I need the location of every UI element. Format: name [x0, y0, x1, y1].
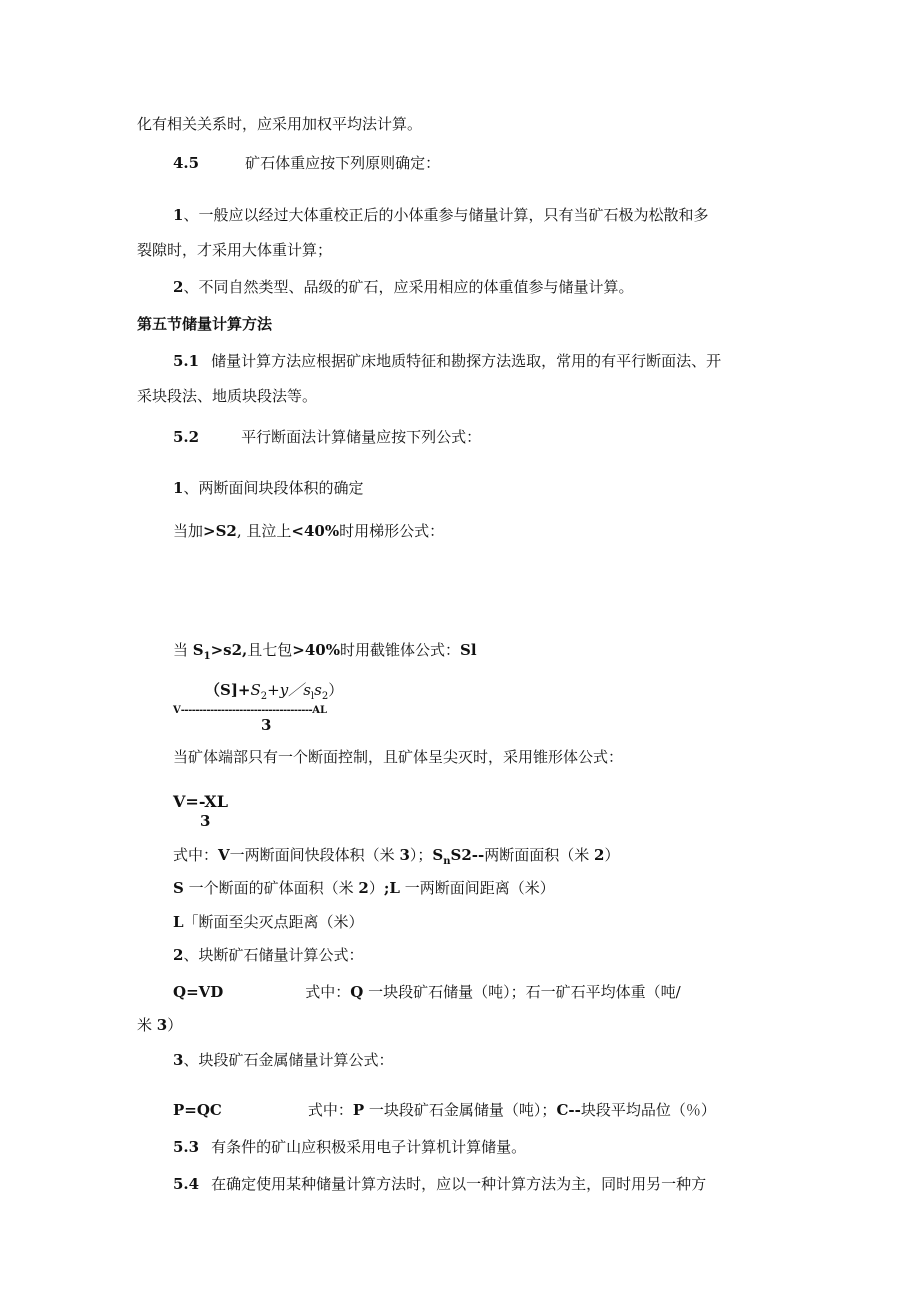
formula-text: P=QC: [173, 1101, 222, 1119]
where-text: 式中：: [305, 983, 351, 1001]
clause-5-3: [173, 1137, 526, 1157]
calc-item-2: [173, 945, 363, 965]
variable-s: S: [173, 879, 184, 897]
clause-number: 5.4: [173, 1175, 200, 1193]
subscript: 1: [203, 651, 211, 662]
subscript: l: [310, 691, 315, 702]
condition-text: 当加: [173, 522, 204, 540]
paragraph-text: 化有相关关系时，应采用加权平均法计算。: [137, 115, 423, 133]
formula-denominator: [261, 715, 271, 735]
rhs-al: AL: [312, 705, 327, 716]
subscript: n: [443, 856, 451, 867]
where-text: 米: [137, 1016, 157, 1034]
where-text: 一块段矿石储量（吨）；石一矿石平均体重（吨/: [363, 983, 681, 1001]
fraction-bar: ------------------------------------: [180, 705, 313, 716]
clause-5-1-line-1: [173, 351, 721, 371]
item-number: 2: [173, 278, 184, 296]
clause-number: 5.1: [173, 352, 200, 370]
condition-text: 且七包: [247, 641, 293, 659]
clause-number: 4.5: [173, 154, 200, 172]
variable-s2: S: [250, 681, 261, 699]
metal-formula-line: [173, 1100, 716, 1120]
where-text: 「断面至尖灭点距离（米）: [183, 913, 364, 931]
where-text: 一块段矿石金属储量（吨）；: [364, 1101, 557, 1119]
variable-p: P: [352, 1101, 365, 1119]
condition-bold: >40%: [292, 641, 340, 659]
clause-text: 在确定使用某种储量计算方法时，应以一种计算方法为主，同时用另一种方: [211, 1175, 707, 1193]
formula-text: V=-XL: [173, 792, 228, 811]
paragraph-text: 当矿体端部只有一个断面控制，且矿体呈尖灭时，采用锥形体公式：: [173, 748, 624, 766]
calc-item-1: [173, 478, 363, 498]
where-text: ）: [368, 879, 384, 897]
variable-l: ;L: [383, 879, 400, 897]
subscript: 2: [321, 691, 329, 702]
clause-number: 5.2: [173, 428, 200, 446]
where-text: ）: [167, 1016, 183, 1034]
denominator: 3: [261, 716, 272, 734]
where-text: 一两断面间距离（米）: [399, 879, 555, 897]
condition-text: 时用梯形公式：: [339, 522, 445, 540]
ore-formula-line-2: [137, 1015, 182, 1035]
item-number: 3: [173, 1051, 184, 1069]
condition-text: 当: [173, 641, 193, 659]
item-number: 1: [173, 206, 184, 224]
item-1-line-1: [173, 205, 708, 225]
item-number: 1: [173, 479, 184, 497]
clause-text: 储量计算方法应根据矿床地质特征和勘探方法选取，常用的有平行断面法、开: [211, 352, 722, 370]
variable-v: V: [218, 846, 230, 864]
condition-text: 时用截锥体公式：: [340, 641, 461, 659]
where-text: 一两断面间快段体积（米: [229, 846, 400, 864]
subscript: 2: [260, 691, 268, 702]
clause-text: 矿石体重应按下列原则确定：: [245, 154, 441, 172]
condition-bold: Sl: [460, 641, 477, 659]
numerator-text: ）: [328, 681, 344, 699]
clause-text: 采块段法、地质块段法等。: [137, 387, 318, 405]
trapezoid-condition: [173, 521, 444, 541]
clause-text: 平行断面法计算储量应按下列公式：: [241, 428, 482, 446]
where-text: ）: [604, 846, 620, 864]
variable-s2: s: [314, 681, 322, 699]
variable-c: C--: [556, 1101, 581, 1119]
where-text: 一个断面的矿体面积（米: [183, 879, 359, 897]
where-line-2: [173, 878, 555, 898]
clause-5-1-line-2: [137, 386, 317, 406]
item-text: 、块段矿石金属储量计算公式：: [183, 1051, 394, 1069]
item-text: 裂隙时，才采用大体重计算；: [137, 241, 333, 259]
numerator-text: +y／: [267, 681, 304, 699]
item-text: 、两断面间块段体积的确定: [183, 479, 364, 497]
where-text: 式中：: [307, 1101, 353, 1119]
where-text: ）；: [409, 846, 433, 864]
item-2: [173, 277, 633, 297]
clause-4-5: [173, 153, 440, 173]
variable-q: Q: [350, 983, 364, 1001]
frustum-condition: [173, 640, 477, 667]
where-line-1: [173, 845, 619, 872]
variable-s2: S2--: [450, 846, 485, 864]
variable-s: S: [432, 846, 444, 864]
where-line-3: [173, 912, 364, 932]
variable-s1: s: [303, 681, 311, 699]
section-heading: [137, 314, 272, 334]
formula-text: Q=VD: [173, 983, 224, 1001]
unit-exponent: 2: [358, 879, 369, 897]
where-text: 式中：: [173, 846, 219, 864]
condition-bold: <40%: [291, 522, 340, 540]
variable-l: L: [173, 913, 184, 931]
denominator: 3: [200, 812, 211, 830]
clause-text: 有条件的矿山应积极采用电子计算机计算储量。: [211, 1138, 527, 1156]
calc-item-3: [173, 1050, 393, 1070]
condition-bold: >s2,: [210, 641, 248, 659]
cone-intro: [173, 747, 623, 767]
clause-5-2: [173, 427, 481, 447]
unit-exponent: 3: [156, 1016, 168, 1034]
cone-formula-main: [173, 792, 228, 812]
item-text: 、不同自然类型、品级的矿石，应采用相应的体重值参与储量计算。: [183, 278, 634, 296]
unit-exponent: 2: [594, 846, 605, 864]
condition-bold: >S2: [203, 522, 237, 540]
item-text: 、块断矿石储量计算公式：: [183, 946, 364, 964]
item-text: 、一般应以经过大体重校正后的小体重参与储量计算，只有当矿石极为松散和多: [183, 206, 709, 224]
condition-text: , 且泣上: [236, 522, 292, 540]
numerator-text: （S]+: [205, 681, 251, 699]
heading-text: 第五节储量计算方法: [137, 315, 273, 333]
ore-formula-line: [173, 982, 681, 1002]
where-text: 块段平均品位（％）: [580, 1101, 716, 1119]
where-text: 两断面面积（米: [484, 846, 595, 864]
continued-paragraph: [137, 114, 422, 134]
unit-exponent: 3: [399, 846, 410, 864]
variable-s: S: [192, 641, 204, 659]
item-1-line-2: [137, 240, 332, 260]
item-number: 2: [173, 946, 184, 964]
cone-formula-denominator: [200, 811, 210, 831]
lhs-v: V: [173, 705, 181, 716]
formula-fraction-line: [173, 701, 327, 721]
clause-5-4: [173, 1174, 706, 1194]
clause-number: 5.3: [173, 1138, 200, 1156]
